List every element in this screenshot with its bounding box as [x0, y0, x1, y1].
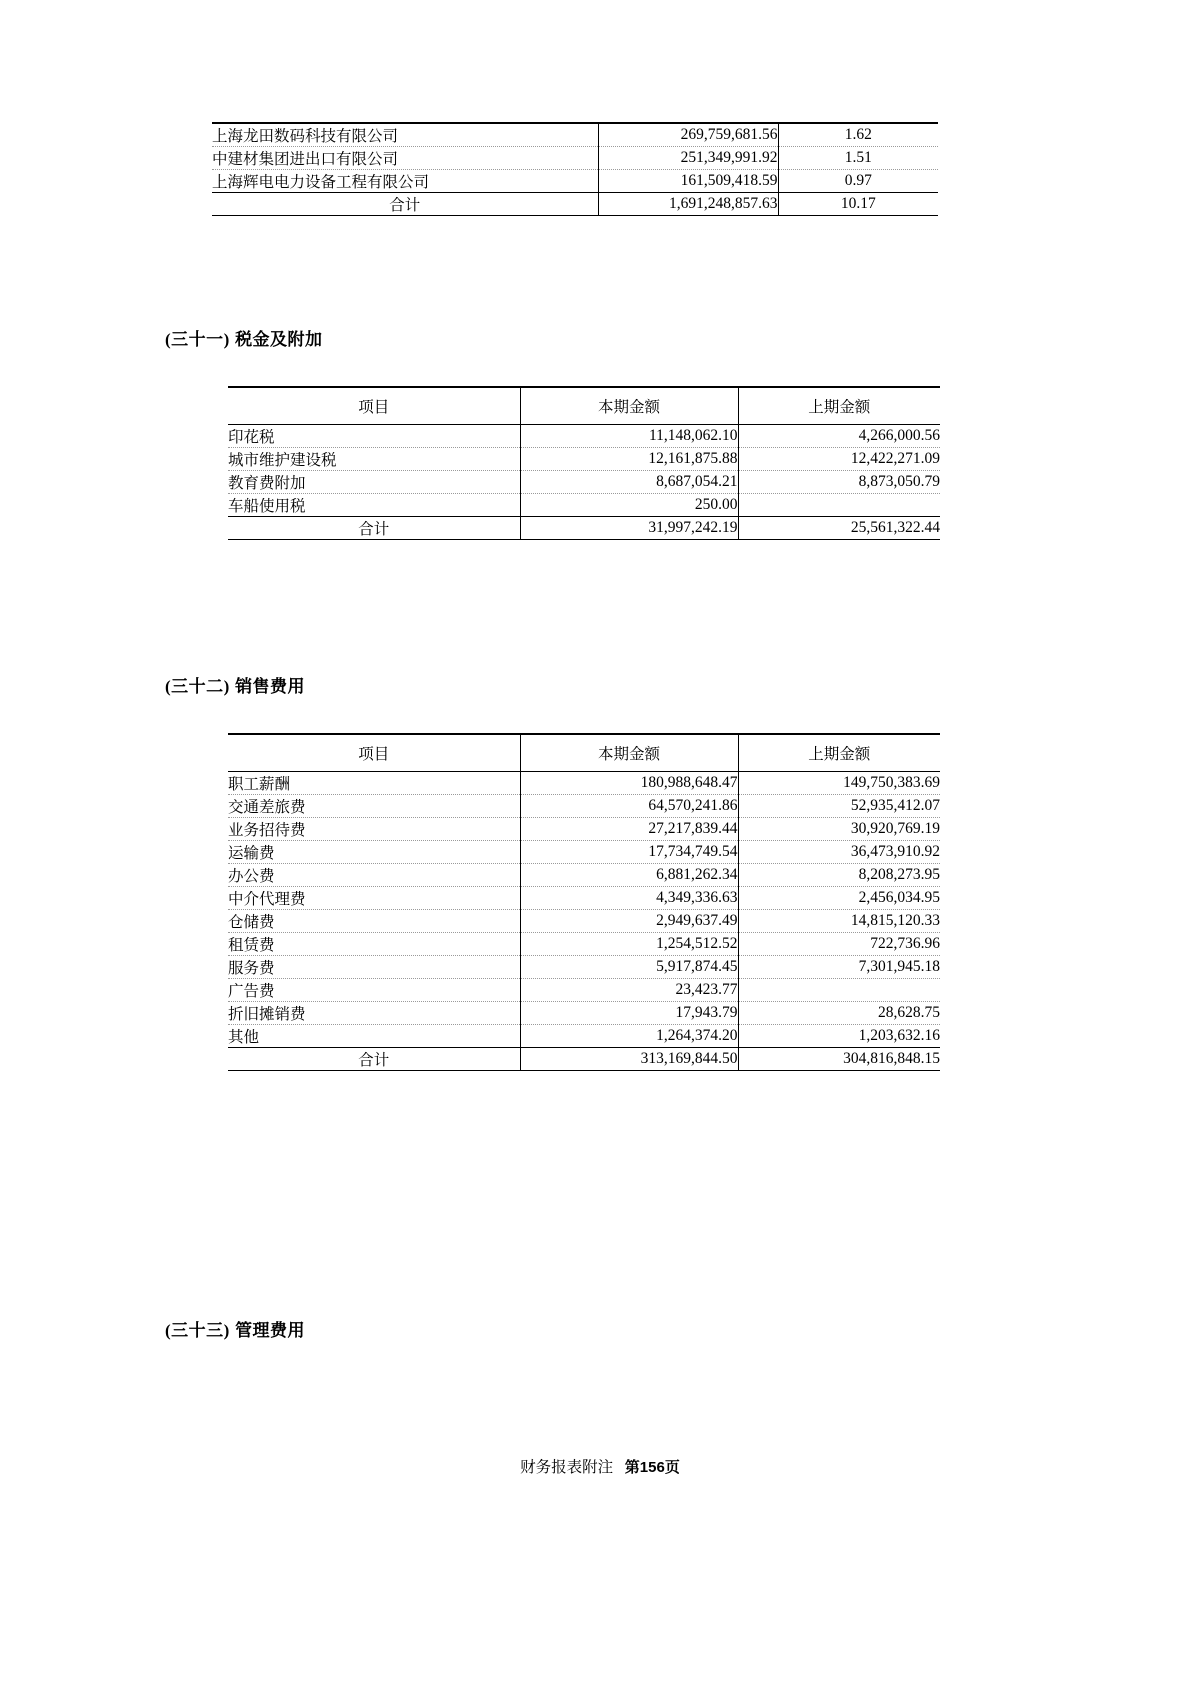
row-current: 1,264,374.20: [520, 1025, 738, 1048]
table-total-row: [212, 193, 938, 216]
row-current: 1,254,512.52: [520, 933, 738, 956]
row-item: 其他: [228, 1025, 520, 1048]
row-current: 12,161,875.88: [520, 448, 738, 471]
row-current: 8,687,054.21: [520, 471, 738, 494]
company-name: 中建材集团进出口有限公司: [212, 147, 598, 170]
total-previous: 304,816,848.15: [738, 1048, 940, 1071]
section-index: (三十一): [165, 330, 230, 349]
section-index: (三十三): [165, 1321, 230, 1340]
row-item: 租赁费: [228, 933, 520, 956]
row-previous: 36,473,910.92: [738, 841, 940, 864]
table-row: [228, 1025, 940, 1048]
row-item: 服务费: [228, 956, 520, 979]
table-row: [228, 795, 940, 818]
column-header-item: 项目: [228, 734, 520, 772]
row-current: 2,949,637.49: [520, 910, 738, 933]
column-header-previous: 上期金额: [738, 734, 940, 772]
row-item: 教育费附加: [228, 471, 520, 494]
row-item: 交通差旅费: [228, 795, 520, 818]
row-current: 17,943.79: [520, 1002, 738, 1025]
table-row: [228, 910, 940, 933]
section-title: 税金及附加: [235, 330, 323, 349]
row-item: 职工薪酬: [228, 772, 520, 795]
footer-page-number: 第156页: [624, 1459, 680, 1476]
table-row: [228, 979, 940, 1002]
total-current: 31,997,242.19: [520, 517, 738, 540]
footer-note: 财务报表附注: [520, 1459, 614, 1476]
row-item: 折旧摊销费: [228, 1002, 520, 1025]
row-previous: 2,456,034.95: [738, 887, 940, 910]
table-row: [228, 956, 940, 979]
company-amount: 269,759,681.56: [598, 123, 778, 147]
section-title: 管理费用: [235, 1321, 306, 1340]
total-label: 合计: [212, 193, 598, 216]
selling-expenses-table: [228, 733, 940, 1071]
table-header-row: [228, 734, 940, 772]
row-previous: 1,203,632.16: [738, 1025, 940, 1048]
row-current: 17,734,749.54: [520, 841, 738, 864]
table-row: [228, 425, 940, 448]
table-row: [228, 818, 940, 841]
table-row: [228, 494, 940, 517]
row-current: 250.00: [520, 494, 738, 517]
row-current: 64,570,241.86: [520, 795, 738, 818]
total-label: 合计: [228, 517, 520, 540]
table-row: [212, 170, 938, 193]
row-previous: 8,873,050.79: [738, 471, 940, 494]
section-heading-33: [165, 1316, 305, 1341]
page-footer: [0, 1455, 1200, 1477]
row-current: 11,148,062.10: [520, 425, 738, 448]
company-name: 上海辉电电力设备工程有限公司: [212, 170, 598, 193]
table-row: [228, 933, 940, 956]
section-index: (三十二): [165, 677, 230, 696]
total-amount: 1,691,248,857.63: [598, 193, 778, 216]
row-previous: 30,920,769.19: [738, 818, 940, 841]
table-row: [228, 864, 940, 887]
row-previous: 4,266,000.56: [738, 425, 940, 448]
column-header-current: 本期金额: [520, 734, 738, 772]
row-item: 仓储费: [228, 910, 520, 933]
table-row: [228, 887, 940, 910]
row-item: 运输费: [228, 841, 520, 864]
row-previous: 7,301,945.18: [738, 956, 940, 979]
company-amount: 161,509,418.59: [598, 170, 778, 193]
total-current: 313,169,844.50: [520, 1048, 738, 1071]
column-header-item: 项目: [228, 387, 520, 425]
section-title: 销售费用: [235, 677, 306, 696]
total-label: 合计: [228, 1048, 520, 1071]
total-previous: 25,561,322.44: [738, 517, 940, 540]
table-row: [212, 123, 938, 147]
row-previous: 12,422,271.09: [738, 448, 940, 471]
taxes-and-surcharges-table: [228, 386, 940, 540]
company-amount: 251,349,991.92: [598, 147, 778, 170]
column-header-current: 本期金额: [520, 387, 738, 425]
row-item: 中介代理费: [228, 887, 520, 910]
row-previous: 28,628.75: [738, 1002, 940, 1025]
company-ratio: 0.97: [778, 170, 938, 193]
table-row: [228, 841, 940, 864]
column-header-previous: 上期金额: [738, 387, 940, 425]
company-ratio: 1.51: [778, 147, 938, 170]
row-current: 5,917,874.45: [520, 956, 738, 979]
table-row: [228, 772, 940, 795]
table-row: [228, 471, 940, 494]
row-item: 广告费: [228, 979, 520, 1002]
total-ratio: 10.17: [778, 193, 938, 216]
row-current: 180,988,648.47: [520, 772, 738, 795]
row-current: 4,349,336.63: [520, 887, 738, 910]
row-previous: [738, 494, 940, 517]
row-previous: [738, 979, 940, 1002]
row-previous: 14,815,120.33: [738, 910, 940, 933]
row-item: 印花税: [228, 425, 520, 448]
row-item: 办公费: [228, 864, 520, 887]
table-total-row: [228, 517, 940, 540]
section-heading-31: [165, 325, 323, 350]
row-item: 业务招待费: [228, 818, 520, 841]
table-header-row: [228, 387, 940, 425]
row-previous: 722,736.96: [738, 933, 940, 956]
row-item: 城市维护建设税: [228, 448, 520, 471]
table-row: [212, 147, 938, 170]
row-current: 6,881,262.34: [520, 864, 738, 887]
table-row: [228, 1002, 940, 1025]
row-current: 27,217,839.44: [520, 818, 738, 841]
row-item: 车船使用税: [228, 494, 520, 517]
table-total-row: [228, 1048, 940, 1071]
company-name: 上海龙田数码科技有限公司: [212, 123, 598, 147]
row-previous: 52,935,412.07: [738, 795, 940, 818]
top-continued-table: [212, 122, 938, 216]
row-previous: 8,208,273.95: [738, 864, 940, 887]
company-ratio: 1.62: [778, 123, 938, 147]
row-current: 23,423.77: [520, 979, 738, 1002]
table-row: [228, 448, 940, 471]
section-heading-32: [165, 672, 305, 697]
row-previous: 149,750,383.69: [738, 772, 940, 795]
